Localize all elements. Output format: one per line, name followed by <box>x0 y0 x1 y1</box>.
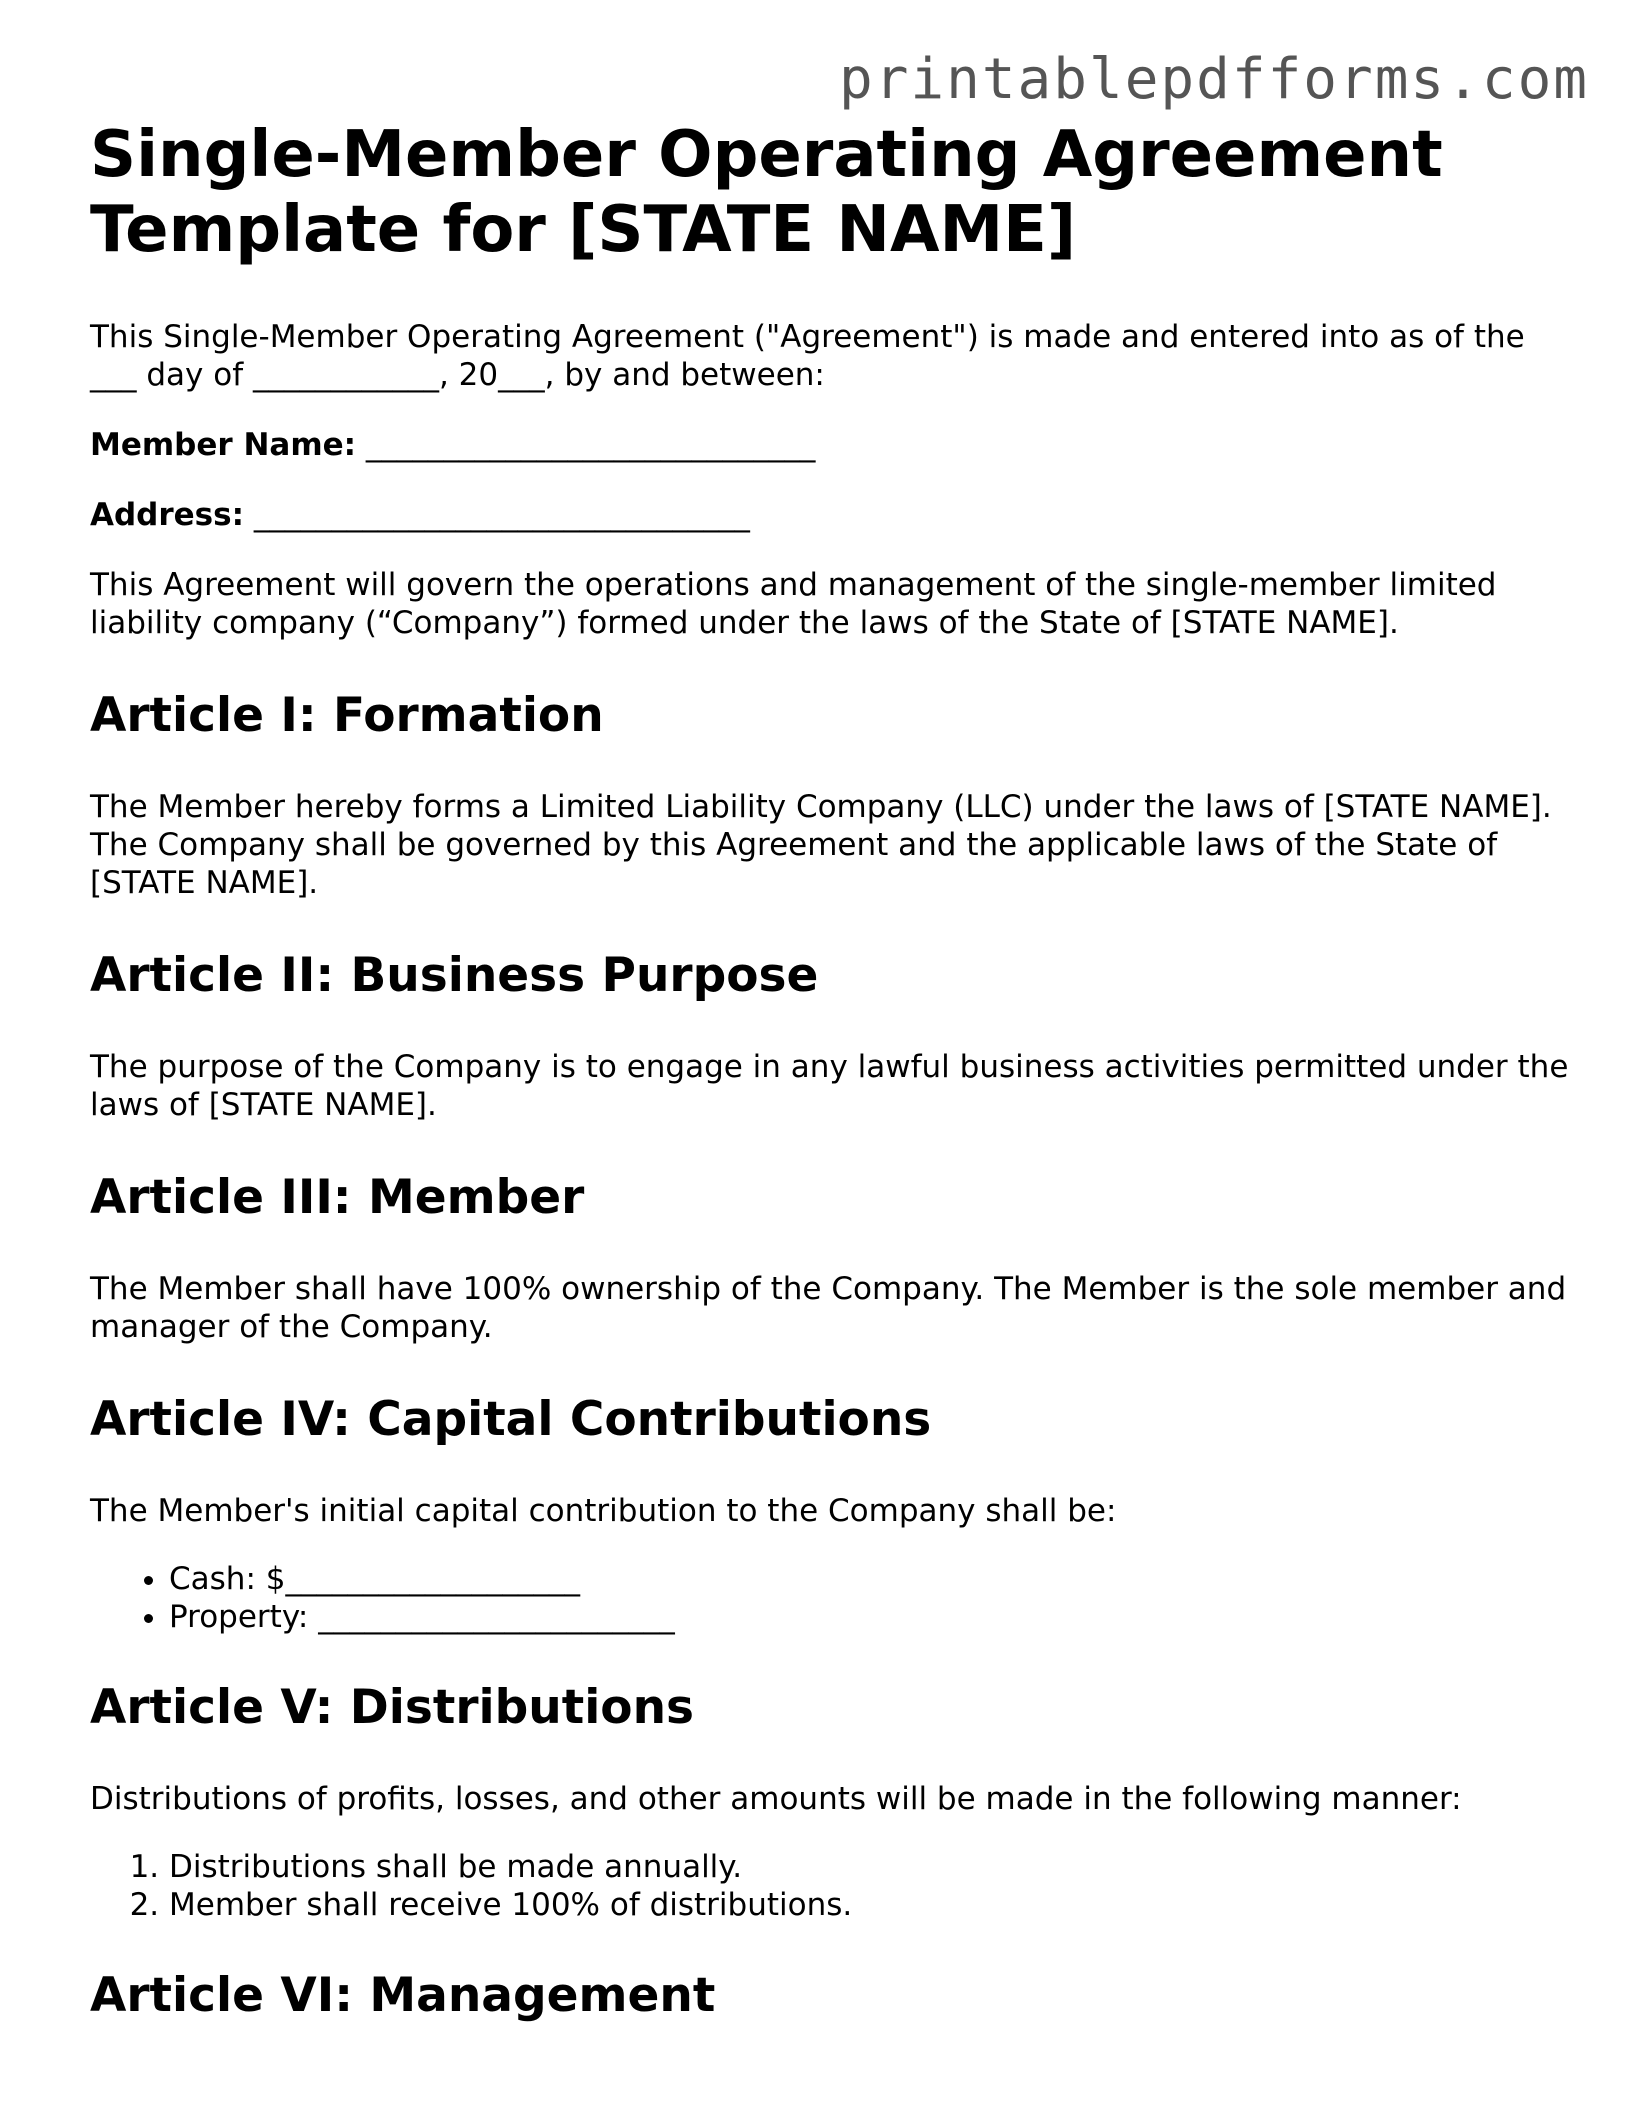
intro-paragraph: This Single-Member Operating Agreement ("Agreement") is made and entered into as of the ___ day of ____________, 20___, by and between: <box>90 319 1525 393</box>
article-5-text: Distributions of profits, losses, and other amounts will be made in the following manner: <box>90 1781 1462 1817</box>
article-3-heading: Article III: Member <box>90 1170 585 1225</box>
article-1-text: The Member hereby forms a Limited Liability Company (LLC) under the laws of [STATE NAME]. The Company shall be governed by this Agreement and the applicable laws of the State of [STATE NAME]. <box>90 789 1552 901</box>
document-page <box>90 118 1570 2068</box>
list-item: • Property: _______________________ <box>169 1598 1570 1636</box>
address-field <box>90 496 1570 534</box>
capital-contribution-list <box>90 1560 1570 1636</box>
article-1-heading: Article I: Formation <box>90 688 604 743</box>
list-item: 1. Distributions shall be made annually. <box>169 1848 1570 1886</box>
member-name-blank: _____________________________ <box>356 427 816 463</box>
governing-paragraph: This Agreement will govern the operations and management of the single-member limited liability company (“Company”) formed under the laws of the State of [STATE NAME]. <box>90 567 1497 641</box>
article-3-text: The Member shall have 100% ownership of the Company. The Member is the sole member and manager of the Company. <box>90 1271 1567 1345</box>
distributions-list <box>90 1848 1570 1924</box>
article-5-heading: Article V: Distributions <box>90 1680 695 1735</box>
address-blank: ________________________________ <box>244 497 750 533</box>
article-4-text: The Member's initial capital contribution to the Company shall be: <box>90 1493 1117 1529</box>
member-name-label: Member Name: <box>90 427 357 463</box>
watermark: printablepdfforms.com <box>838 47 1589 112</box>
document-title: Single-Member Operating Agreement Template for [STATE NAME] <box>90 118 1443 267</box>
article-2-text: The purpose of the Company is to engage in any lawful business activities permitted under the laws of [STATE NAME]. <box>90 1049 1569 1123</box>
article-6-heading: Article VI: Management <box>90 1968 716 2023</box>
list-item: 2. Member shall receive 100% of distributions. <box>169 1886 1570 1924</box>
article-4-heading: Article IV: Capital Contributions <box>90 1392 932 1447</box>
article-2-heading: Article II: Business Purpose <box>90 948 819 1003</box>
address-label: Address: <box>90 497 244 533</box>
list-item: • Cash: $___________________ <box>169 1560 1570 1598</box>
member-name-field <box>90 426 1570 464</box>
